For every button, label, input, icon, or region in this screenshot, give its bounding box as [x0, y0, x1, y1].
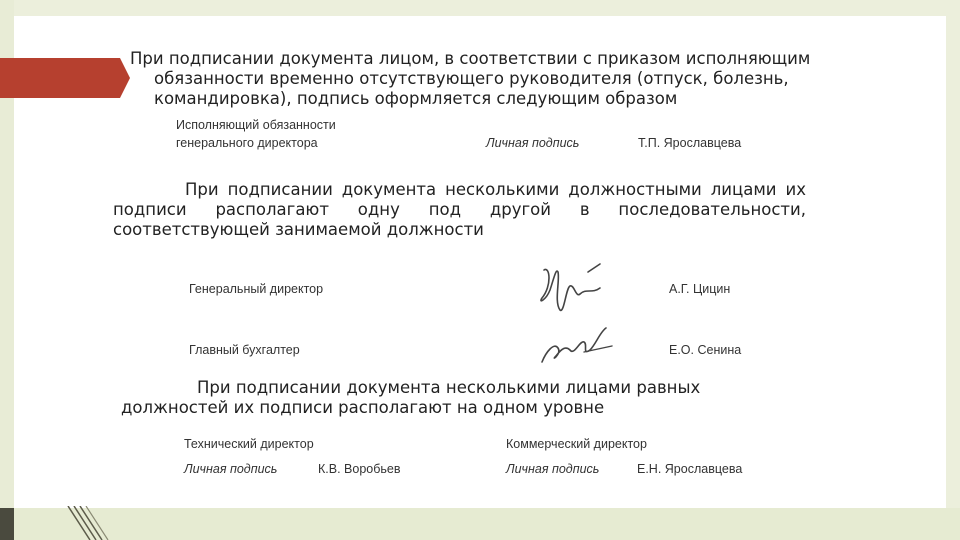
example3-right-name: Е.Н. Ярославцева	[637, 462, 743, 476]
paragraph1-line3: командировка), подпись оформляется следующим образом	[154, 89, 678, 108]
example1-position-line1: Исполняющий обязанности	[176, 118, 336, 132]
handwritten-signature-2	[536, 322, 616, 370]
handwritten-signature-1	[530, 258, 610, 320]
bottom-decor-band	[0, 508, 960, 540]
example2-name-2: Е.О. Сенина	[669, 343, 742, 357]
example3-left-name: К.В. Воробьев	[318, 462, 401, 476]
example3-left-signature-placeholder: Личная подпись	[184, 462, 278, 476]
accent-bar	[0, 58, 120, 98]
example3-right-signature-placeholder: Личная подпись	[506, 462, 600, 476]
example2-position-1: Генеральный директор	[189, 282, 324, 296]
bottom-left-corner	[0, 508, 14, 540]
accent-bar-tip	[120, 58, 130, 98]
example2-name-1: А.Г. Цицин	[669, 282, 731, 296]
paragraph1-line1: При подписании документа лицом, в соответствии с приказом исполняющим	[130, 49, 811, 68]
example1-position-line2: генерального директора	[176, 136, 318, 150]
decorative-hatch-lines	[60, 506, 130, 540]
paragraph-equal-signatories: При подписании документа несколькими лицами равных должностей их подписи располагают на одном уровне	[121, 378, 701, 417]
example3-left-position: Технический директор	[184, 437, 314, 451]
example1-signature-placeholder: Личная подпись	[486, 136, 580, 150]
paragraph-acting-signatory	[130, 49, 898, 109]
example3-right-position: Коммерческий директор	[506, 437, 647, 451]
paragraph-multiple-signatories: При подписании документа несколькими должностными лицами их подписи располагают одну под другой в последовательности, соответствующей занимаемой должности	[113, 180, 806, 239]
example2-position-2: Главный бухгалтер	[189, 343, 300, 357]
paragraph1-line2: обязанности временно отсутствующего руководителя (отпуск, болезнь,	[154, 69, 789, 88]
example1-name: Т.П. Ярославцева	[638, 136, 742, 150]
